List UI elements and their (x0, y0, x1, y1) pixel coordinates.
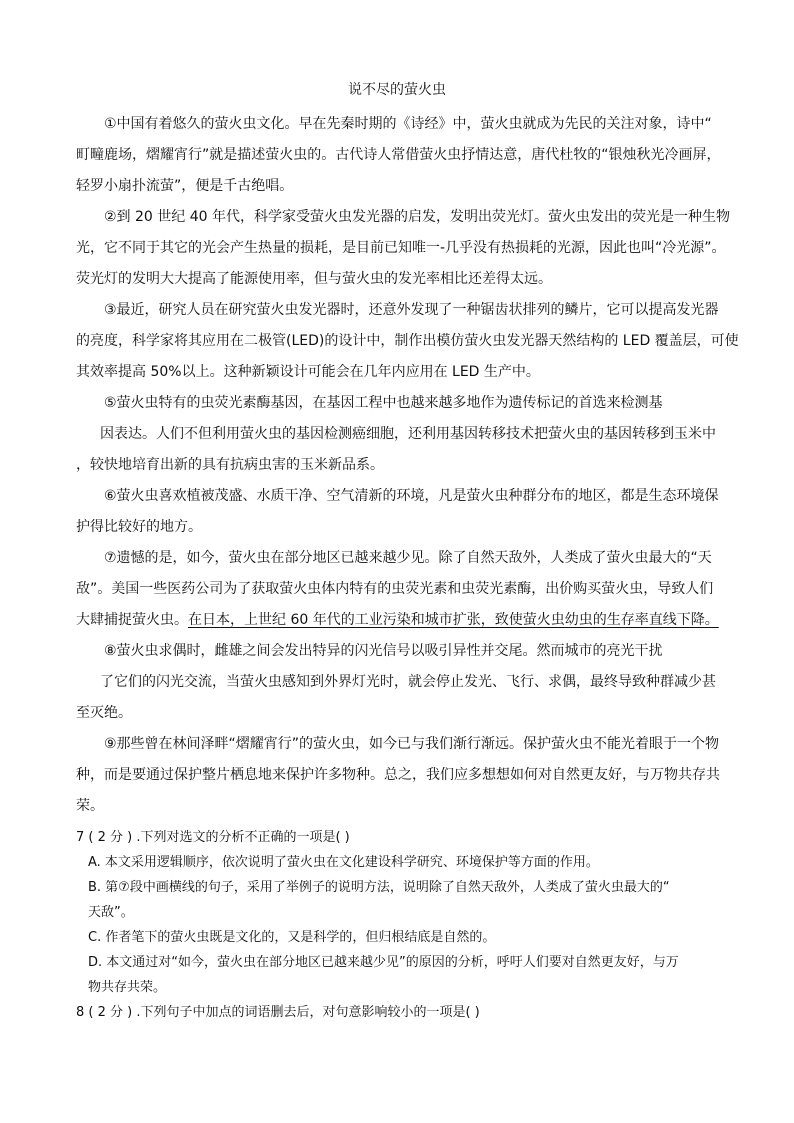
paragraph-line: 荣。 (76, 798, 104, 814)
question-7-option-d: D. 本文通过对“如今，萤火虫在部分地区已越来越少见”的原因的分析，呼吁人们要对自然更友好，与万 (88, 955, 679, 970)
paragraph-line: 町疃鹿场，熠耀宵行”就是描述萤火虫的。古代诗人常借萤火虫抒情达意，唐代杜牧的“银烛秋光冷画屏， (76, 147, 721, 163)
paragraph-line (76, 609, 726, 631)
paragraph-line: 因表达。人们不但利用萤火虫的基因检测癌细胞，还利用基因转移技术把萤火虫的基因转移到玉米中 (100, 426, 716, 442)
paragraph-line: 敌”。美国一些医药公司为了获取萤火虫体内特有的虫荧光素和虫荧光素酶，出价购买萤火虫，导致人们 (76, 581, 714, 597)
paragraph-line: 护得比较好的地方。 (76, 519, 202, 535)
paragraph-line: ⑥萤火虫喜欢植被茂盛、水质干净、空气清新的环境，凡是萤火虫种群分布的地区，都是生态环境保 (104, 488, 719, 504)
paragraph-line: 光，它不同于其它的光会产生热量的损耗，是目前已知唯一-几乎没有热损耗的光源，因此也叫“冷光源”。 (76, 240, 726, 256)
question-7-stem: 7 ( 2 分 ) .下列对选文的分析不正确的一项是( ) (76, 830, 350, 845)
paragraph-line: 至灭绝。 (76, 705, 132, 721)
paragraph-line: 轻罗小扇扑流萤”，便是千古绝唱。 (76, 178, 294, 194)
paragraph-line: 了它们的闪光交流，当萤火虫感知到外界灯光时，就会停止发光、飞行、求偶，最终导致种群减少甚 (100, 674, 716, 690)
article-title: 说不尽的萤火虫 (348, 82, 446, 98)
paragraph-line: 其效率提高 50%以上。这种新颖设计可能会在几年内应用在 LED 生产中。 (76, 364, 540, 380)
question-7-option-c: C. 作者笔下的萤火虫既是文化的，又是科学的，但归根结底是自然的。 (88, 930, 496, 945)
paragraph-line: ②到 20 世纪 40 年代，科学家受萤火虫发光器的启发，发明出荧光灯。萤火虫发出的荧光是一种生物 (104, 209, 730, 225)
question-7-option-a: A. 本文采用逻辑顺序，依次说明了萤火虫在文化建设科学研究、环境保护等方面的作用。 (88, 855, 599, 870)
paragraph-line: ③最近，研究人员在研究萤火虫发光器时，还意外发现了一种锯齿状排列的鳞片，它可以提高发光器 (104, 302, 719, 318)
question-7-option-d-cont: 物共存共荣。 (88, 980, 167, 995)
question-7-option-b-cont: 天敌”。 (88, 905, 134, 920)
paragraph-line: ，较快地培育出新的具有抗病虫害的玉米新品系。 (76, 457, 384, 473)
underlined-sentence: 在日本，上世纪 60 年代的工业污染和城市扩张，致使萤火虫幼虫的生存率直线下降。 (188, 612, 719, 628)
paragraph-line: ⑧萤火虫求偶时，雌雄之间会发出特异的闪光信号以吸引异性并交尾。然而城市的亮光干扰 (104, 643, 663, 659)
paragraph-text: 大肆捕捉萤火虫。 (76, 612, 188, 628)
paragraph-line: 荧光灯的发明大大提高了能源使用率，但与萤火虫的发光率相比还差得太远。 (76, 271, 552, 287)
paragraph-line: 的亮度，科学家将其应用在二极管(LED)的设计中，制作出模仿萤火虫发光器天然结构的 LED 覆盖层，可使 (76, 333, 739, 349)
paragraph-line: ⑤萤火虫特有的虫荧光素酶基因，在基因工程中也越来越多地作为遗传标记的首选来检测基 (104, 395, 663, 411)
question-7-option-b: B. 第⑦段中画横线的句子，采用了举例子的说明方法，说明除了自然天敌外，人类成了萤火虫最大的“ (88, 880, 670, 895)
paragraph-line: 种，而是要通过保护整片栖息地来保护许多物种。总之，我们应多想想如何对自然更友好，与万物共存共 (76, 767, 720, 783)
paragraph-line: ①中国有着悠久的萤火虫文化。早在先秦时期的《诗经》中，萤火虫就成为先民的关注对象，诗中“ (104, 116, 712, 132)
paragraph-line: ⑨那些曾在林间泽畔“熠耀宵行”的萤火虫，如今已与我们渐行渐远。保护萤火虫不能光着眼于一个物 (104, 736, 720, 752)
paragraph-line: ⑦遗憾的是，如今，萤火虫在部分地区已越来越少见。除了自然天敌外，人类成了萤火虫最大的“天 (104, 550, 712, 566)
question-8-stem: 8 ( 2 分 ) .下列句子中加点的词语删去后，对句意影响较小的一项是( ) (76, 1005, 480, 1020)
